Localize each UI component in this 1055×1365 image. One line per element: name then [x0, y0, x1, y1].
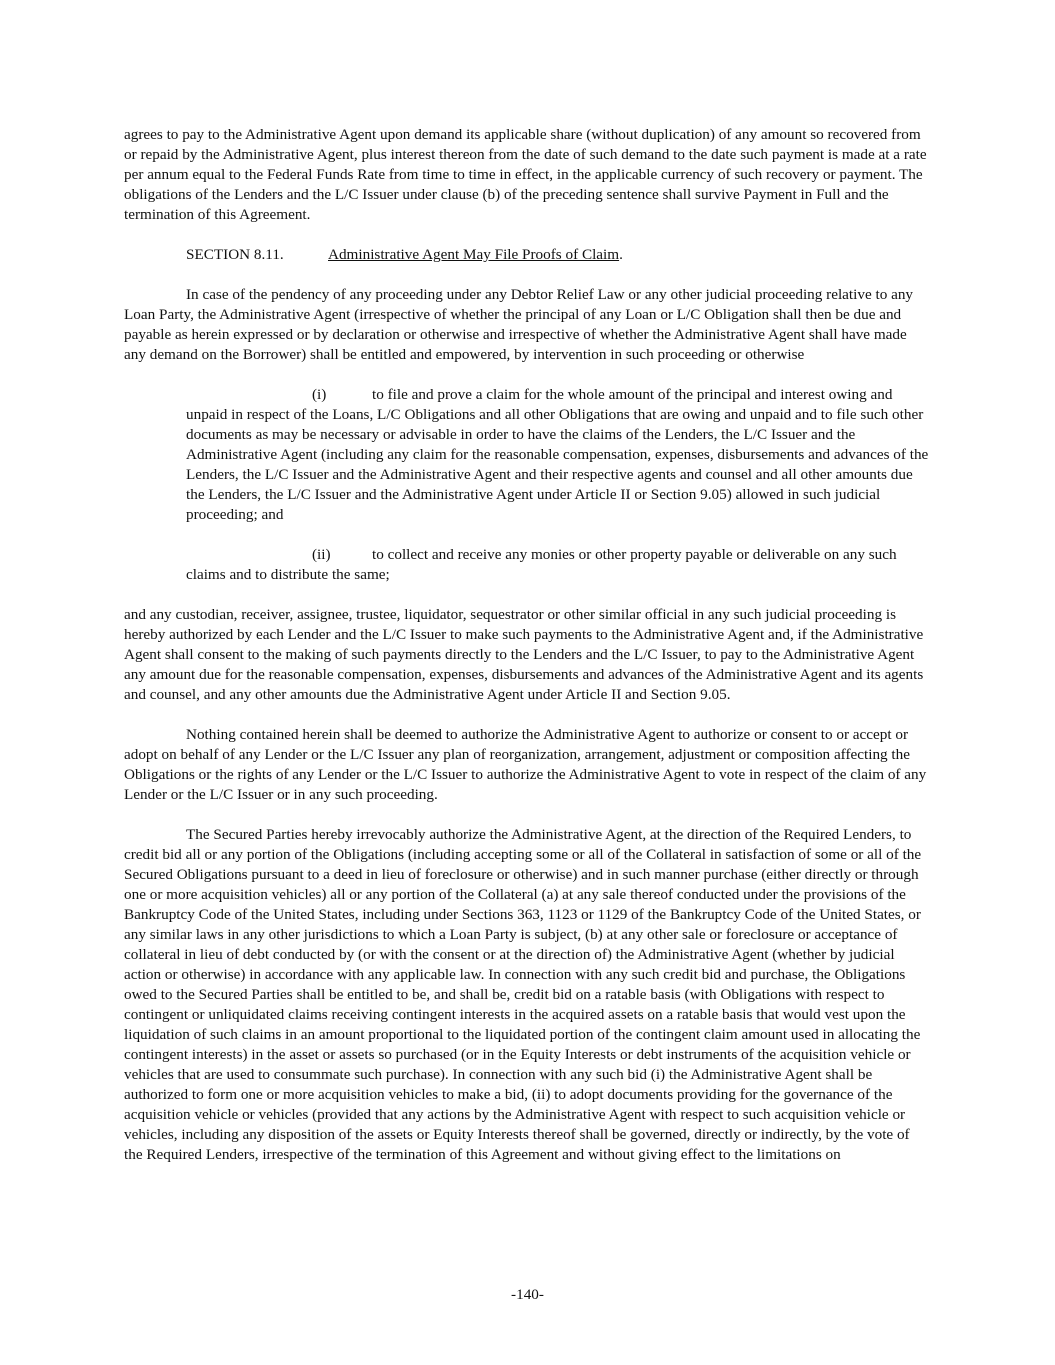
document-page — [124, 125, 931, 1185]
clause-i — [186, 385, 931, 525]
clause-marker: (ii) — [312, 546, 331, 563]
section-title: Administrative Agent May File Proofs of Claim — [328, 246, 620, 263]
clause-ii — [186, 545, 931, 585]
paragraph-pendency: In case of the pendency of any proceeding under any Debtor Relief Law or any other judicial proceeding relative to any Loan Party, the Administrative Agent (irrespective of whether the principal of any Loan or L/C Obligation shall then be due and payable as herein expressed or by declaration or otherwise and irrespective of whether the Administrative Agent shall have made any demand on the Borrower) shall be entitled and empowered, by intervention in such proceeding or otherwise — [124, 286, 914, 363]
paragraph-custodian: and any custodian, receiver, assignee, trustee, liquidator, sequestrator or other similar official in any such judicial proceeding is hereby authorized by each Lender and the L/C Issuer to make such payments to the Administrative Agent and, if the Administrative Agent shall consent to the making of such payments directly to the Lenders and the L/C Issuer, to pay to the Administrative Agent any amount due for the reasonable compensation, expenses, disbursements and advances of the Administrative Agent and its agents and counsel, and any other amounts due the Administrative Agent under Article II and Section 9.05. — [124, 606, 924, 703]
paragraph-credit-bid: The Secured Parties hereby irrevocably authorize the Administrative Agent, at the direction of the Required Lenders, to credit bid all or any portion of the Obligations (including accepting some or all of the Collateral in satisfaction of some or all of the Secured Obligations pursuant to a deed in lieu of foreclosure or otherwise) and in such manner purchase (either directly or through one or more acquisition vehicles) all or any portion of the Collateral (a) at any sale thereof conducted under the provisions of the Bankruptcy Code of the United States, including under Sections 363, 1123 or 1129 of the Bankruptcy Code of the United States, or any similar laws in any other jurisdictions to which a Loan Party is subject, (b) at any other sale or foreclosure or acceptance of collateral in lieu of debt conducted by (or with the consent or at the direction of) the Administrative Agent (whether by judicial action or otherwise) in accordance with any applicable law. In connection with any such credit bid and purchase, the Obligations owed to the Secured Parties shall be entitled to be, and shall be, credit bid on a ratable basis (with Obligations with respect to contingent or unliquidated claims receiving contingent interests in the acquired assets on a ratable basis that would vest upon the liquidation of such claims in an amount proportional to the liquidated portion of the contingent claim amount used in allocating the contingent interests) in the asset or assets so purchased (or in the Equity Interests or debt instruments of the acquisition vehicle or vehicles that are used to consummate such purchase). In connection with any such bid (i) the Administrative Agent shall be authorized to form one or more acquisition vehicles to make a bid, (ii) to adopt documents providing for the governance of the acquisition vehicle or vehicles (provided that any actions by the Administrative Agent with respect to such acquisition vehicle or vehicles, including any disposition of the assets or Equity Interests thereof shall be governed, directly or indirectly, by the vote of the Required Lenders, irrespective of the termination of this Agreement and without giving effect to the limitations on — [124, 826, 922, 1163]
paragraph-nothing-contained: Nothing contained herein shall be deemed to authorize the Administrative Agent to authorize or consent to or accept or adopt on behalf of any Lender or the L/C Issuer any plan of reorganization, arrangement, adjustment or composition affecting the Obligations or the rights of any Lender or the L/C Issuer to authorize the Administrative Agent to vote in respect of the claim of any Lender or the L/C Issuer or in any such proceeding. — [124, 726, 927, 803]
section-number: SECTION 8.11. — [186, 246, 284, 263]
page-number: -140- — [511, 1286, 544, 1303]
clause-text: to collect and receive any monies or other property payable or deliverable on any such claims and to distribute the same; — [186, 546, 897, 583]
paragraph-continuation: agrees to pay to the Administrative Agent upon demand its applicable share (without duplication) of any amount so recovered from or repaid by the Administrative Agent, plus interest thereon from the date of such demand to the date such payment is made at a rate per annum equal to the Federal Funds Rate from time to time in effect, in the applicable currency of such recovery or payment. The obligations of the Lenders and the L/C Issuer under clause (b) of the preceding sentence shall survive Payment in Full and the termination of this Agreement. — [124, 126, 927, 223]
clause-marker: (i) — [312, 386, 327, 403]
section-heading — [186, 245, 931, 265]
section-title-period: . — [619, 246, 623, 263]
clause-text: to file and prove a claim for the whole amount of the principal and interest owing and unpaid in respect of the Loans, L/C Obligations and all other Obligations that are owing and unpaid and to file such other documents as may be necessary or advisable in order to have the claims of the Lenders, the L/C Issuer and the Administrative Agent (including any claim for the reasonable compensation, expenses, disbursements and advances of the Lenders, the L/C Issuer and the Administrative Agent and their respective agents and counsel and all other amounts due the Lenders, the L/C Issuer and the Administrative Agent under Article II or Section 9.05) allowed in such judicial proceeding; and — [186, 386, 929, 523]
